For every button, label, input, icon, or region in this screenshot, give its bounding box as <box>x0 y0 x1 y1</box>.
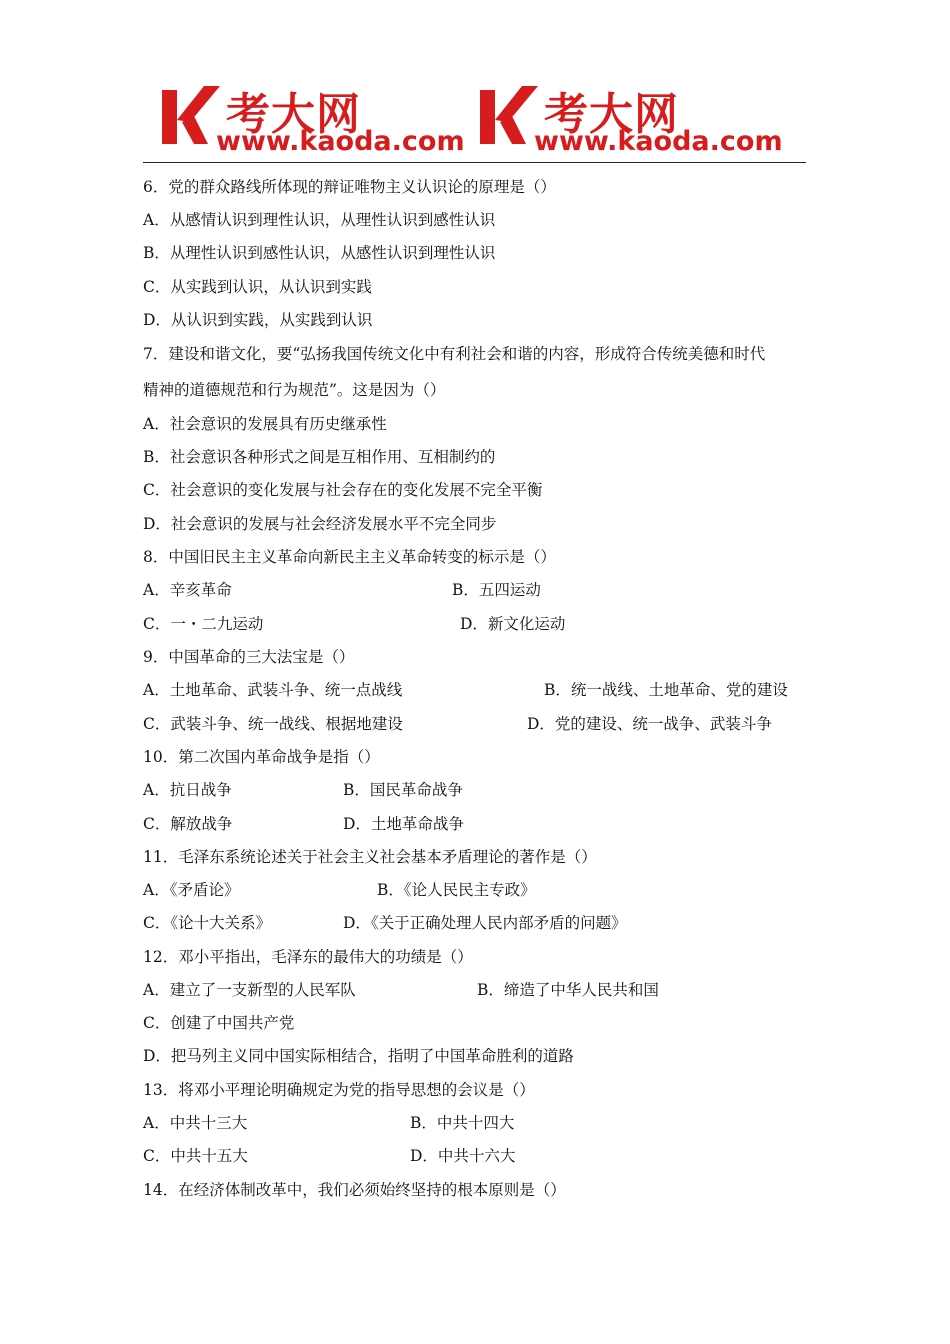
question-8-option-b: B．五四运动 <box>452 581 541 599</box>
question-7-option-d: D．社会意识的发展与社会经济发展水平不完全同步 <box>143 515 497 533</box>
question-9-option-d: D．党的建设、统一战争、武装斗争 <box>527 715 772 733</box>
logo-chinese-text: 考大网 <box>226 89 361 140</box>
question-6-option-d: D．从认识到实践，从实践到认识 <box>143 311 373 329</box>
kaoda-logo <box>160 80 480 160</box>
question-9-option-b: B．统一战线、土地革命、党的建设 <box>544 681 788 699</box>
question-13-option-a: A．中共十三大 <box>143 1114 248 1132</box>
question-8-stem: 8．中国旧民主主义革命向新民主主义革命转变的标示是（） <box>143 548 556 566</box>
question-11-stem: 11．毛泽东系统论述关于社会主义社会基本矛盾理论的著作是（） <box>143 848 597 866</box>
question-10-option-b: B．国民革命战争 <box>343 781 463 799</box>
question-13-option-c: C．中共十五大 <box>143 1147 248 1165</box>
question-12-option-b: B．缔造了中华人民共和国 <box>477 981 659 999</box>
question-6-option-a: A．从感情认识到理性认识，从理性认识到感性认识 <box>143 211 496 229</box>
question-8-option-c: C．一・二九运动 <box>143 615 264 633</box>
question-14-stem: 14．在经济体制改革中，我们必须始终坚持的根本原则是（） <box>143 1181 566 1199</box>
question-7-stem-cont: 精神的道德规范和行为规范”。这是因为（） <box>143 381 446 399</box>
question-12-option-d: D．把马列主义同中国实际相结合，指明了中国革命胜利的道路 <box>143 1047 574 1065</box>
question-13-stem: 13．将邓小平理论明确规定为党的指导思想的会议是（） <box>143 1081 535 1099</box>
question-12-stem: 12．邓小平指出，毛泽东的最伟大的功绩是（） <box>143 948 473 966</box>
question-7-option-c: C．社会意识的变化发展与社会存在的变化发展不完全平衡 <box>143 481 543 499</box>
question-13-option-d: D．中共十六大 <box>410 1147 516 1165</box>
logo-chinese-text: 考大网 <box>544 89 679 140</box>
k-logo-icon <box>478 82 542 148</box>
question-7-stem: 7．建设和谐文化，要“弘扬我国传统文化中有利社会和谐的内容，形成符合传统美德和时代 <box>143 345 766 363</box>
question-8-option-d: D．新文化运动 <box>460 615 566 633</box>
question-11-option-d: D．《关于正确处理人民内部矛盾的问题》 <box>343 914 627 932</box>
question-9-option-c: C．武装斗争、统一战线、根据地建设 <box>143 715 403 733</box>
header-divider <box>143 162 806 163</box>
question-10-option-a: A．抗日战争 <box>143 781 232 799</box>
question-7-option-b: B．社会意识各种形式之间是互相作用、互相制约的 <box>143 448 496 466</box>
question-11-option-b: B．《论人民民主专政》 <box>377 881 536 899</box>
question-8-option-a: A．辛亥革命 <box>143 581 232 599</box>
question-6-option-b: B．从理性认识到感性认识，从感性认识到理性认识 <box>143 244 496 262</box>
question-9-stem: 9．中国革命的三大法宝是（） <box>143 648 355 666</box>
question-11-option-a: A．《矛盾论》 <box>143 881 240 899</box>
question-12-option-c: C．创建了中国共产党 <box>143 1014 295 1032</box>
logo-url-text: www.kaoda.com <box>534 126 783 157</box>
question-10-stem: 10．第二次国内革命战争是指（） <box>143 748 380 766</box>
question-13-option-b: B．中共十四大 <box>410 1114 515 1132</box>
question-12-option-a: A．建立了一支新型的人民军队 <box>143 981 356 999</box>
k-logo-icon <box>160 82 224 148</box>
question-10-option-d: D．土地革命战争 <box>343 815 464 833</box>
question-6-option-c: C．从实践到认识，从认识到实践 <box>143 278 372 296</box>
question-11-option-c: C．《论十大关系》 <box>143 914 272 932</box>
logo-url-text: www.kaoda.com <box>216 126 465 157</box>
question-10-option-c: C．解放战争 <box>143 815 233 833</box>
question-6-stem: 6．党的群众路线所体现的辩证唯物主义认识论的原理是（） <box>143 178 556 196</box>
question-9-option-a: A．土地革命、武装斗争、统一点战线 <box>143 681 403 699</box>
kaoda-logo <box>478 80 798 160</box>
question-7-option-a: A．社会意识的发展具有历史继承性 <box>143 415 387 433</box>
